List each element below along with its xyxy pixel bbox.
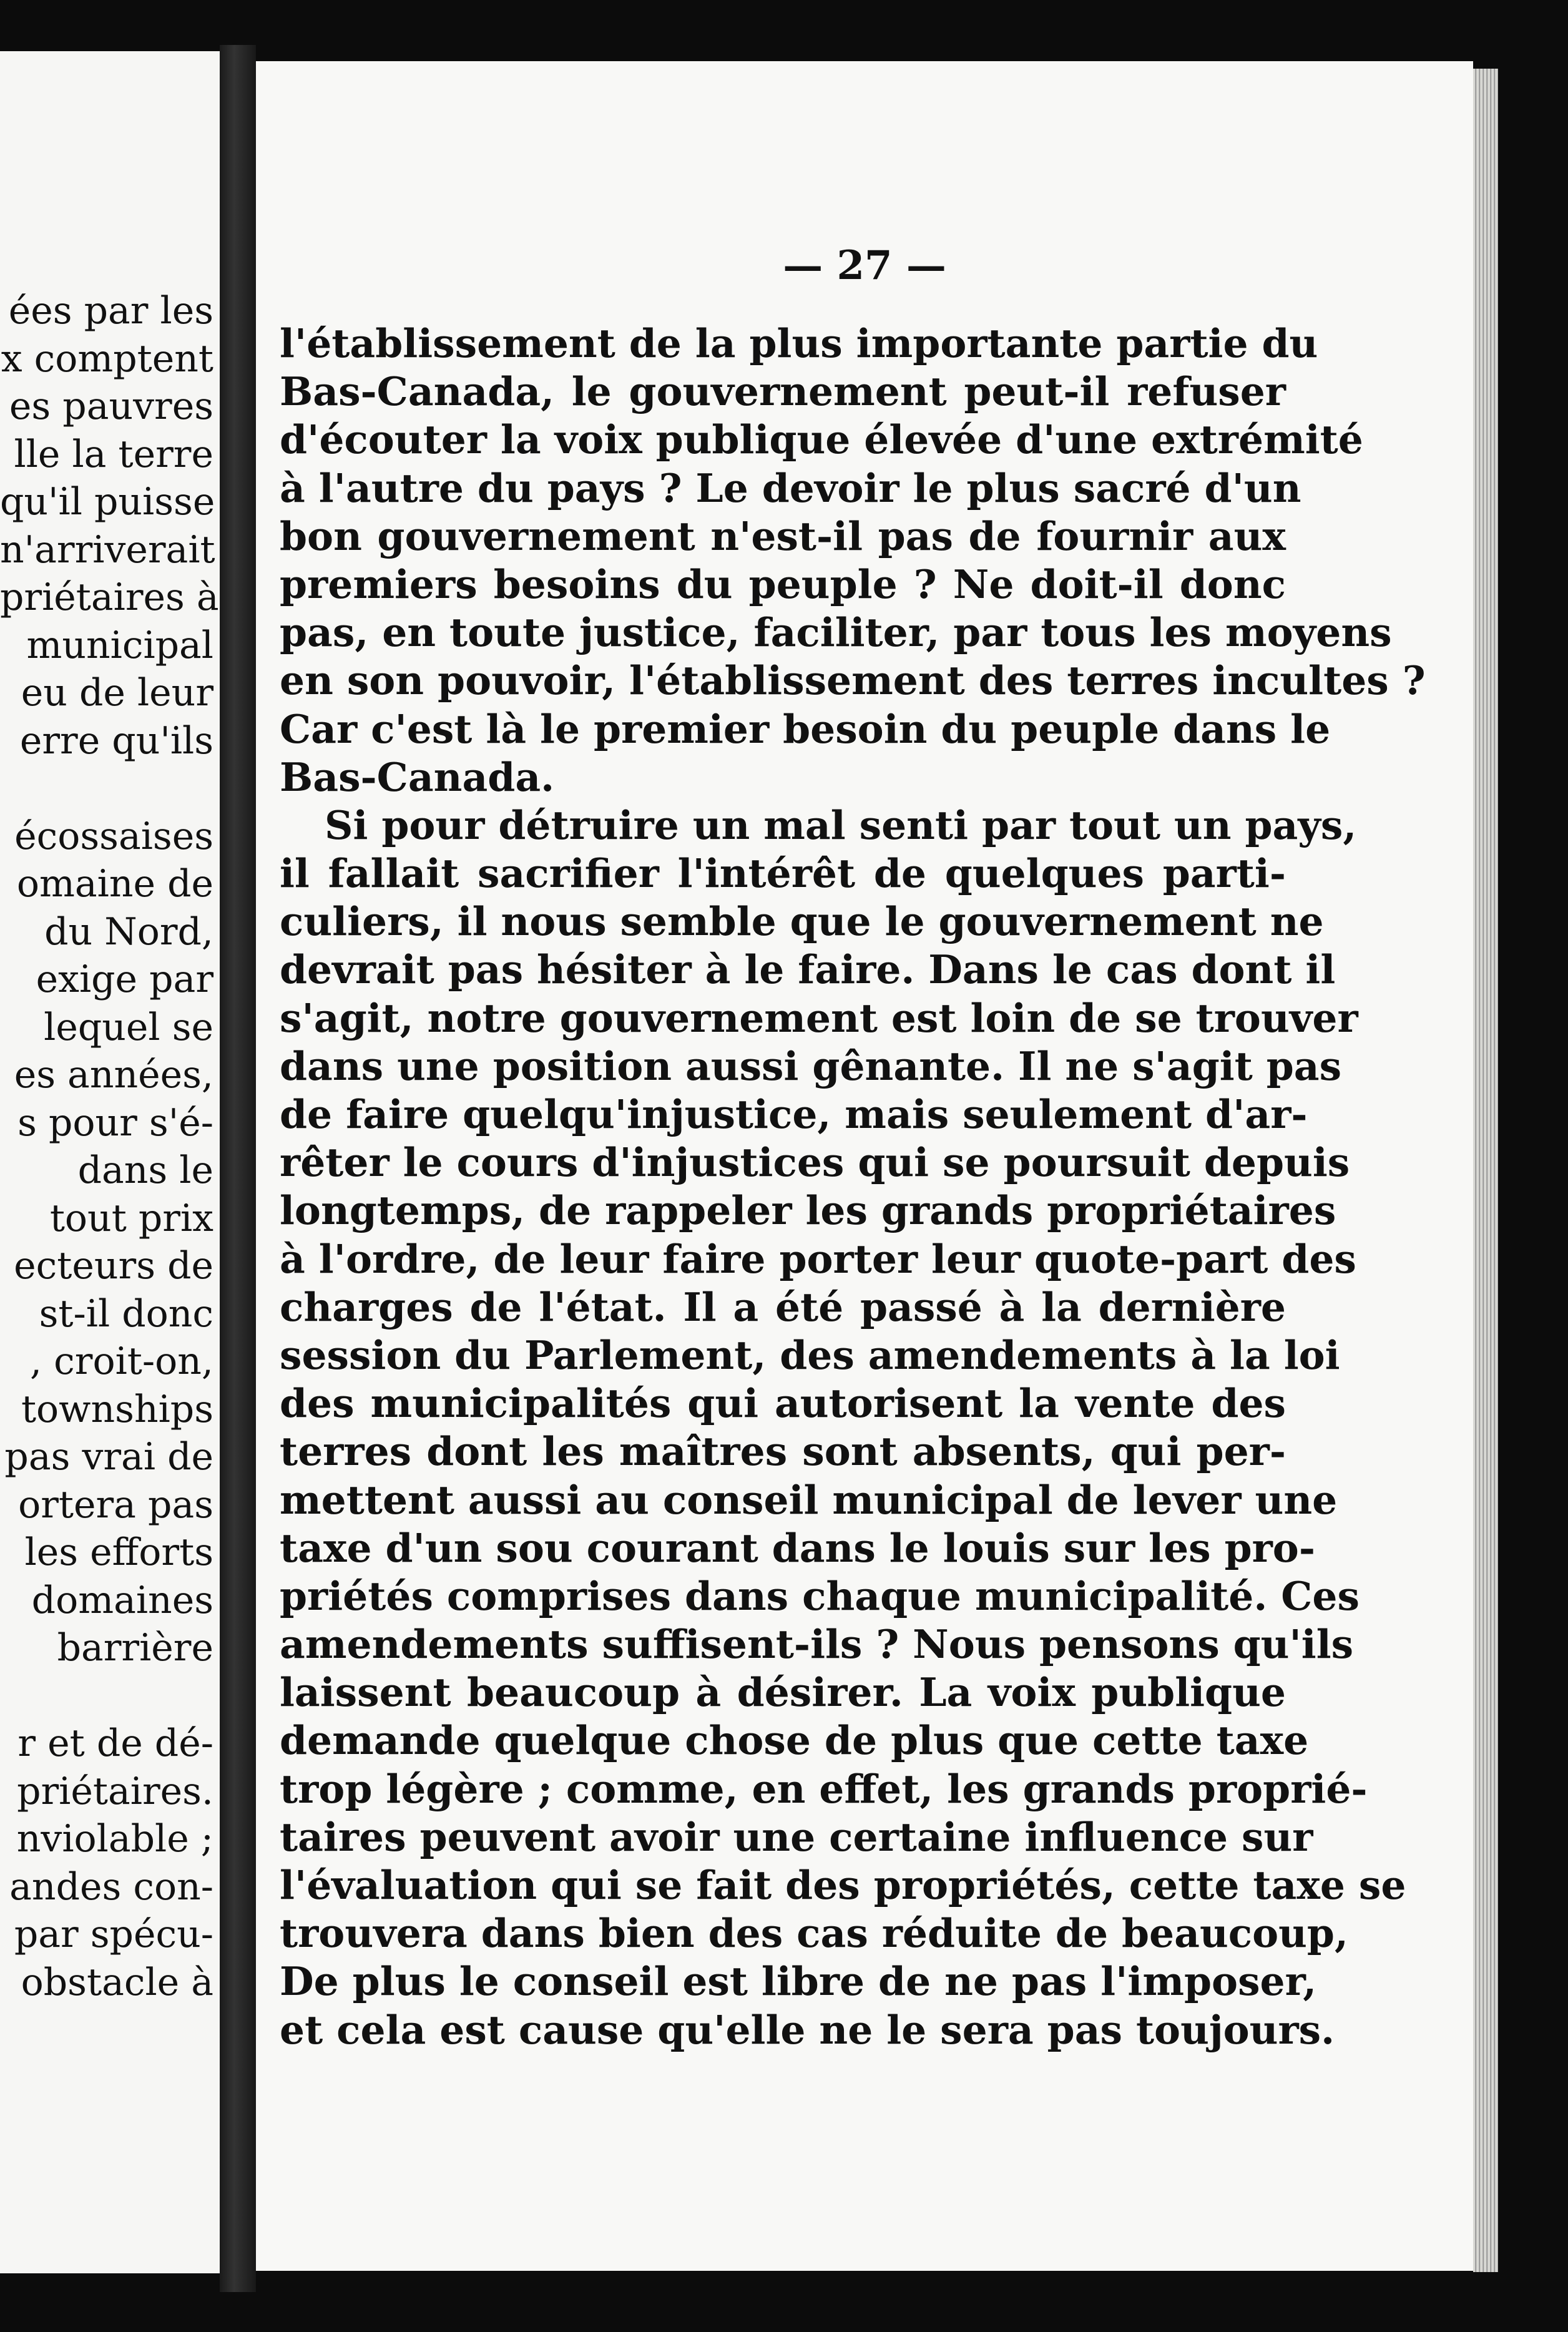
left-page-text (0, 287, 219, 2006)
left-page-line: erre qu'ils (19, 718, 213, 763)
left-page-line: andes con- (9, 1864, 213, 1909)
left-page-line: tout prix (49, 1196, 213, 1240)
text-line: Si pour détruire un mal senti par tout un pays, (325, 801, 1357, 848)
text-line: d'écouter la voix publique élevée d'une extrémité (280, 416, 1363, 463)
text-line: laissent beaucoup à désirer. La voix publique (280, 1669, 1286, 1716)
text-line: l'évaluation qui se fait des propriétés, cette taxe se (280, 1862, 1406, 1908)
text-line: priétés comprises dans chaque municipalité. Ces (280, 1572, 1360, 1619)
left-page-line: dans le (77, 1149, 213, 1192)
left-page-line: ées par les (8, 289, 213, 333)
left-page-line: priétaires. (17, 1769, 213, 1813)
left-page-line: écossaises (14, 814, 213, 858)
left-page-line: omaine de (16, 862, 213, 906)
left-page-line: r et de dé- (17, 1722, 213, 1765)
text-line: demande quelque chose de plus que cette taxe (280, 1717, 1309, 1764)
text-line: devrait pas hésiter à le faire. Dans le cas dont il (280, 946, 1336, 993)
text-line: premiers besoins du peuple ? Ne doit-il donc (280, 561, 1286, 607)
left-page-line: es pauvres (9, 385, 213, 428)
left-page-line: barrière (57, 1626, 213, 1670)
left-page-line: les efforts (24, 1531, 213, 1574)
body-text (280, 320, 1426, 2054)
left-page-line: es années, (14, 1053, 213, 1097)
left-page-line: townships (21, 1387, 213, 1431)
text-line: trop légère ; comme, en effet, les grands proprié- (280, 1765, 1368, 1812)
text-line: à l'ordre, de leur faire porter leur quote-part des (280, 1235, 1356, 1282)
text-line: longtemps, de rappeler les grands propriétaires (280, 1187, 1336, 1234)
left-page-line: qu'il puisse (0, 480, 215, 524)
left-page-line: ortera pas (18, 1482, 213, 1527)
left-page-line: domaines (31, 1578, 213, 1622)
text-line: l'établissement de la plus importante partie du (280, 320, 1318, 366)
left-page-line: n'arriverait (0, 527, 215, 572)
text-line: rêter le cours d'injustices qui se poursuit depuis (280, 1139, 1350, 1186)
text-line: De plus le conseil est libre de ne pas l'imposer, (280, 1958, 1317, 2005)
text-line: taxe d'un sou courant dans le louis sur les pro- (280, 1524, 1315, 1571)
left-page-line: , croit-on, (30, 1340, 213, 1383)
text-line: trouvera dans bien des cas réduite de beaucoup, (280, 1910, 1348, 1957)
left-page-line: priétaires à (0, 576, 219, 619)
text-line: dans une position aussi gênante. Il ne s'agit pas (280, 1042, 1342, 1089)
left-page-line: nviolable ; (16, 1817, 213, 1861)
text-line: session du Parlement, des amendements à la loi (280, 1331, 1340, 1378)
text-line: à l'autre du pays ? Le devoir le plus sacré d'un (280, 464, 1301, 511)
text-line: pas, en toute justice, faciliter, par tous les moyens (280, 609, 1392, 656)
paragraph-2 (280, 801, 1406, 2054)
left-page-line: lequel se (44, 1005, 213, 1049)
paragraph-1 (280, 320, 1426, 801)
text-line: amendements suffisent-ils ? Nous pensons qu'ils (280, 1621, 1354, 1668)
left-page-line: lle la terre (14, 432, 213, 476)
left-page-line: par spécu- (14, 1913, 213, 1956)
text-line: en son pouvoir, l'établissement des terres incultes ? (280, 657, 1426, 704)
text-line: terres dont les maîtres sont absents, qui per- (280, 1428, 1286, 1475)
left-page-line: x comptent (1, 336, 213, 381)
left-page-line: du Nord, (44, 909, 213, 954)
left-page-line: eu de leur (21, 671, 213, 715)
left-page-line: s pour s'é- (17, 1100, 213, 1145)
text-line: il fallait sacrifier l'intérêt de quelques parti- (280, 850, 1286, 897)
left-page-line: st-il donc (39, 1291, 213, 1336)
text-line: mettent aussi au conseil municipal de lever une (280, 1476, 1338, 1523)
text-line: Car c'est là le premier besoin du peuple dans le (280, 705, 1331, 752)
page-number: — 27 — (783, 242, 946, 289)
book-gutter (220, 45, 256, 2292)
text-line: taires peuvent avoir une certaine influence sur (280, 1813, 1313, 1860)
text-line: de faire quelqu'injustice, mais seulement d'ar- (280, 1091, 1308, 1137)
left-page-line: pas vrai de (4, 1435, 213, 1479)
text-line: des municipalités qui autorisent la vente des (280, 1380, 1286, 1427)
text-line: et cela est cause qu'elle ne le sera pas toujours. (280, 2006, 1335, 2053)
left-page-line: exige par (36, 958, 213, 1001)
page-edge (1473, 69, 1498, 2272)
text-line: culiers, il nous semble que le gouvernement ne (280, 898, 1324, 945)
text-line: Bas-Canada. (280, 753, 555, 800)
text-line: s'agit, notre gouvernement est loin de se trouver (280, 994, 1358, 1041)
text-line: charges de l'état. Il a été passé à la dernière (280, 1283, 1286, 1330)
left-page-blank (0, 1672, 213, 1720)
text-line: bon gouvernement n'est-il pas de fournir aux (280, 512, 1286, 559)
left-page-blank (0, 765, 213, 813)
left-page-line: municipal (26, 623, 213, 667)
left-page-line: ecteurs de (14, 1244, 213, 1288)
text-line: Bas-Canada, le gouvernement peut-il refuser (280, 368, 1286, 415)
left-page-line: obstacle à (21, 1960, 213, 2004)
